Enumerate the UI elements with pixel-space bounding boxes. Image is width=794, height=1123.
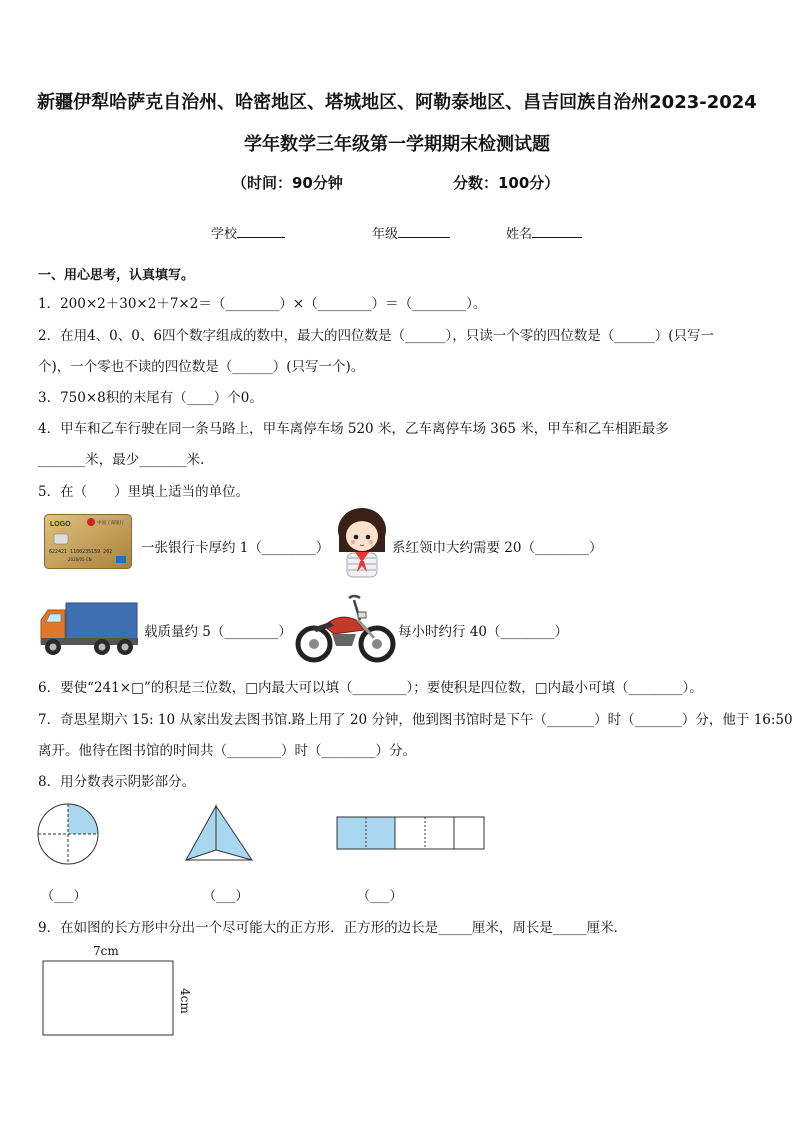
q8-answer-1[interactable]: （___） bbox=[41, 889, 87, 904]
question-4-line-1: 4．甲车和乙车行驶在同一条马路上，甲车离停车场 520 米，乙车离停车场 365 米，甲车和乙车相距最多 bbox=[38, 421, 669, 437]
question-3: 3．750×8积的末尾有（____）个0。 bbox=[38, 390, 263, 406]
grade-label: 年级 bbox=[372, 227, 399, 242]
rect-width-label: 7cm bbox=[93, 944, 119, 958]
school-label: 学校 bbox=[211, 227, 238, 242]
q8-answer-2[interactable]: （___） bbox=[203, 889, 249, 904]
q5-motorcycle-caption: 每小时约行 40（________） bbox=[398, 624, 568, 640]
section-heading: 一、用心思考，认真填写。 bbox=[38, 268, 195, 283]
school-blank[interactable] bbox=[237, 223, 285, 238]
question-5: 5．在（ ）里填上适当的单位。 bbox=[38, 484, 250, 500]
title-line-2: 学年数学三年级第一学期期末检测试题 bbox=[244, 134, 550, 155]
question-7-line-1: 7．奇思星期六 15: 10 从家出发去图书馆.路上用了 20 分钟，他到图书馆时是下午（_______）时（_______）分，他于 16:50 bbox=[38, 712, 793, 728]
question-8: 8．用分数表示阴影部分。 bbox=[38, 774, 196, 790]
girl-red-scarf-image bbox=[333, 506, 391, 578]
motorcycle-image bbox=[294, 590, 397, 663]
rect-height-label: 4cm bbox=[178, 988, 192, 1014]
question-4-line-2: _______米，最少_______米. bbox=[38, 452, 205, 468]
question-1: 1．200×2＋30×2＋7×2＝（________）×（________）＝（________）。 bbox=[38, 296, 487, 312]
school-field bbox=[211, 223, 285, 242]
shaded-circle-figure bbox=[36, 802, 104, 866]
question-2-line-1: 2．在用4、0、0、6四个数字组成的数中，最大的四位数是（______），只读一个零的四位数是（______）(只写一 bbox=[38, 328, 714, 344]
bank-card-image bbox=[44, 514, 132, 569]
card-logo-text: LOGO bbox=[50, 521, 71, 528]
rectangle-figure bbox=[42, 960, 175, 1037]
question-6: 6．要使“241×□”的积是三位数，□内最大可以填（________）；要使积是四位数，□内最小可填（________）。 bbox=[38, 680, 703, 696]
score-label: 分数：100分） bbox=[453, 174, 560, 192]
q8-answer-3[interactable]: （___） bbox=[357, 889, 403, 904]
grade-blank[interactable] bbox=[398, 223, 450, 238]
name-label: 姓名 bbox=[506, 227, 533, 242]
shaded-bar-figure bbox=[336, 816, 486, 852]
card-number: 622421 1100235159 202 bbox=[49, 549, 113, 555]
card-date: 2020/05 CN bbox=[68, 557, 92, 562]
q5-truck-caption: 载质量约 5（________） bbox=[144, 624, 292, 640]
card-bank-name: 中国工商银行 bbox=[97, 521, 124, 526]
q5-card-caption: 一张银行卡厚约 1（________） bbox=[141, 540, 330, 556]
question-2-line-2: 个)，一个零也不读的四位数是（______）(只写一个)。 bbox=[38, 359, 365, 375]
name-field bbox=[506, 223, 582, 242]
grade-field bbox=[372, 223, 450, 242]
q5-scarf-caption: 系红领巾大约需要 20（________） bbox=[392, 540, 603, 556]
name-blank[interactable] bbox=[532, 223, 582, 238]
shaded-triangle-figure bbox=[184, 804, 254, 864]
title-line-1: 新疆伊犁哈萨克自治州、哈密地区、塔城地区、阿勒泰地区、昌吉回族自治州2023-2024 bbox=[37, 92, 757, 113]
time-label: （时间：90分钟 bbox=[232, 174, 343, 192]
question-7-line-2: 离开。他待在图书馆的时间共（________）时（________）分。 bbox=[38, 743, 416, 759]
truck-image bbox=[38, 600, 140, 658]
question-9: 9．在如图的长方形中分出一个尽可能大的正方形．正方形的边长是_____厘米，周长是_____厘米． bbox=[38, 920, 628, 936]
